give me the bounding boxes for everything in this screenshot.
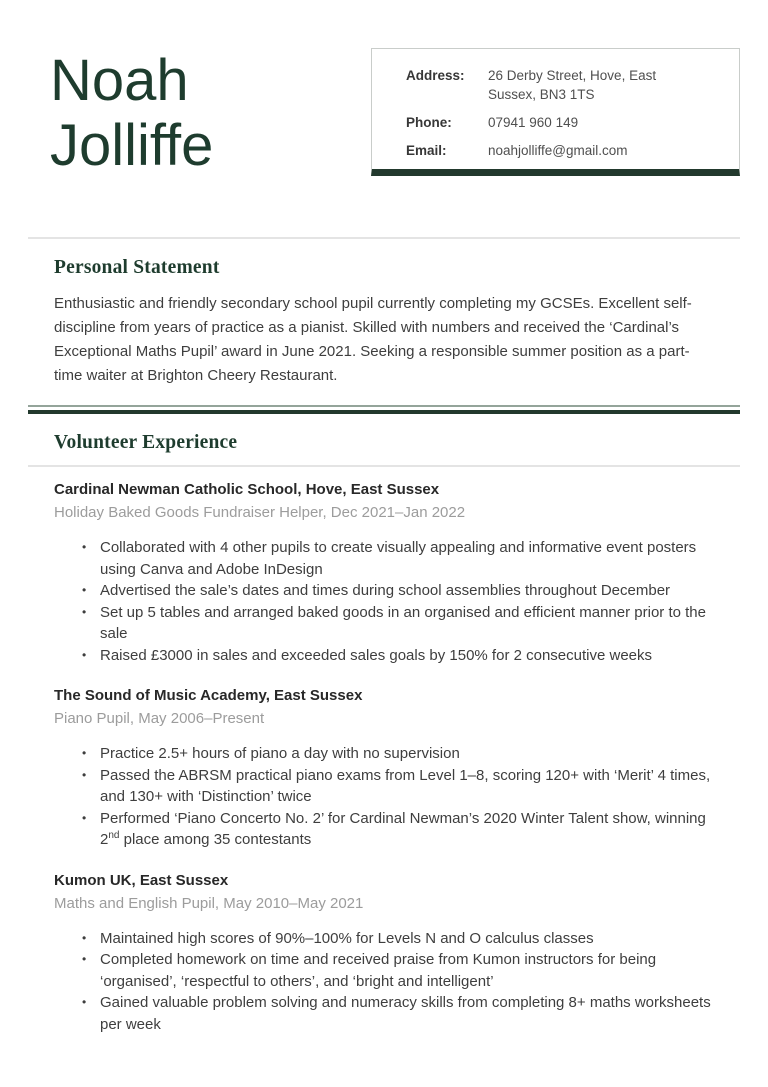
contact-label: Email: xyxy=(406,143,447,158)
contact-row xyxy=(406,113,705,132)
contact-label: Address: xyxy=(406,68,465,83)
contact-value: 26 Derby Street, Hove, East Sussex, BN3 1TS xyxy=(488,68,657,102)
bullet-list xyxy=(54,537,714,666)
person-name xyxy=(50,48,213,178)
section-divider-double xyxy=(28,405,740,414)
entry-title: Kumon UK, East Sussex xyxy=(54,871,229,889)
bullet-text: Gained valuable problem solving and numeracy skills from completing 8+ maths worksheets per week xyxy=(100,994,711,1033)
bullet-text: Raised £3000 in sales and exceeded sales goals by 150% for 2 consecutive weeks xyxy=(100,646,653,664)
contact-label: Phone: xyxy=(406,115,452,130)
bullet-text-superscript: nd xyxy=(108,830,120,841)
bullet-item xyxy=(80,949,713,992)
bullet-item xyxy=(80,580,713,602)
cv-header xyxy=(0,0,768,237)
bullet-text: Maintained high scores of 90%–100% for Levels N and O calculus classes xyxy=(100,929,594,947)
bullet-item xyxy=(80,765,713,808)
bullet-item xyxy=(80,645,713,667)
entry-subtitle: Holiday Baked Goods Fundraiser Helper, Dec 2021–Jan 2022 xyxy=(54,504,466,521)
person-name-line2: Jolliffe xyxy=(50,113,214,178)
experience-entry xyxy=(54,479,714,666)
bullet-item xyxy=(80,537,713,580)
experience-entry xyxy=(54,870,714,1036)
entry-subtitle: Piano Pupil, May 2006–Present xyxy=(54,710,265,727)
bullet-text: Passed the ABRSM practical piano exams from Level 1–8, scoring 120+ with ‘Merit’ 4 times, and 130+ with ‘Distinction’ twice xyxy=(100,766,711,805)
bullet-text: Practice 2.5+ hours of piano a day with no supervision xyxy=(100,745,460,762)
contact-rows xyxy=(406,66,705,160)
bullet-text: Advertised the sale’s dates and times during school assemblies throughout December xyxy=(100,582,671,599)
contact-card xyxy=(371,48,740,176)
bullet-text: Set up 5 tables and arranged baked goods in an organised and efficient manner prior to the sale xyxy=(100,603,706,642)
bullet-text: Completed homework on time and received praise from Kumon instructors for being ‘organised’, ‘respectful to others’, and ‘bright and intelligent’ xyxy=(100,951,657,990)
bullet-list xyxy=(54,928,714,1036)
bullet-item xyxy=(80,992,713,1035)
contact-row xyxy=(406,66,705,104)
bullet-list xyxy=(54,743,714,851)
bullet-item xyxy=(80,928,713,950)
volunteer-experience-heading: Volunteer Experience xyxy=(54,432,238,453)
entry-title: The Sound of Music Academy, East Sussex xyxy=(54,687,363,704)
bullet-item xyxy=(80,808,713,851)
divider-under-heading xyxy=(28,465,740,467)
bullet-text: place among 35 contestants xyxy=(119,831,312,848)
contact-value: 07941 960 149 xyxy=(488,115,579,130)
bullet-text: Performed ‘Piano Concerto No. 2’ for Cardinal Newman’s 2020 Winter Talent show, winning 2 xyxy=(100,809,706,848)
person-name-line1: Noah xyxy=(50,48,189,113)
entry-title: Cardinal Newman Catholic School, Hove, East Sussex xyxy=(54,481,440,498)
bullet-item xyxy=(80,602,713,645)
bullet-item xyxy=(80,743,713,765)
contact-value: noahjolliffe@gmail.com xyxy=(488,143,628,158)
entry-subtitle: Maths and English Pupil, May 2010–May 2021 xyxy=(54,894,364,912)
bullet-text: Collaborated with 4 other pupils to create visually appealing and informative event posters using Canva and Adobe InDesign xyxy=(100,539,697,578)
divider-top xyxy=(28,237,740,239)
personal-statement-heading: Personal Statement xyxy=(54,257,220,278)
personal-statement-body: Enthusiastic and friendly secondary school pupil currently completing my GCSEs. Excellent self-discipline from years of practice as a pianist. Skilled with numbers and received the ‘Cardinal’s Exceptional Maths Pupil’ award in June 2021. Seeking a responsible summer position as a part-time waiter at Brighton Cheery Restaurant. xyxy=(54,295,692,384)
experience-entries xyxy=(54,479,714,1035)
experience-entry xyxy=(54,685,714,851)
contact-row xyxy=(406,141,705,160)
